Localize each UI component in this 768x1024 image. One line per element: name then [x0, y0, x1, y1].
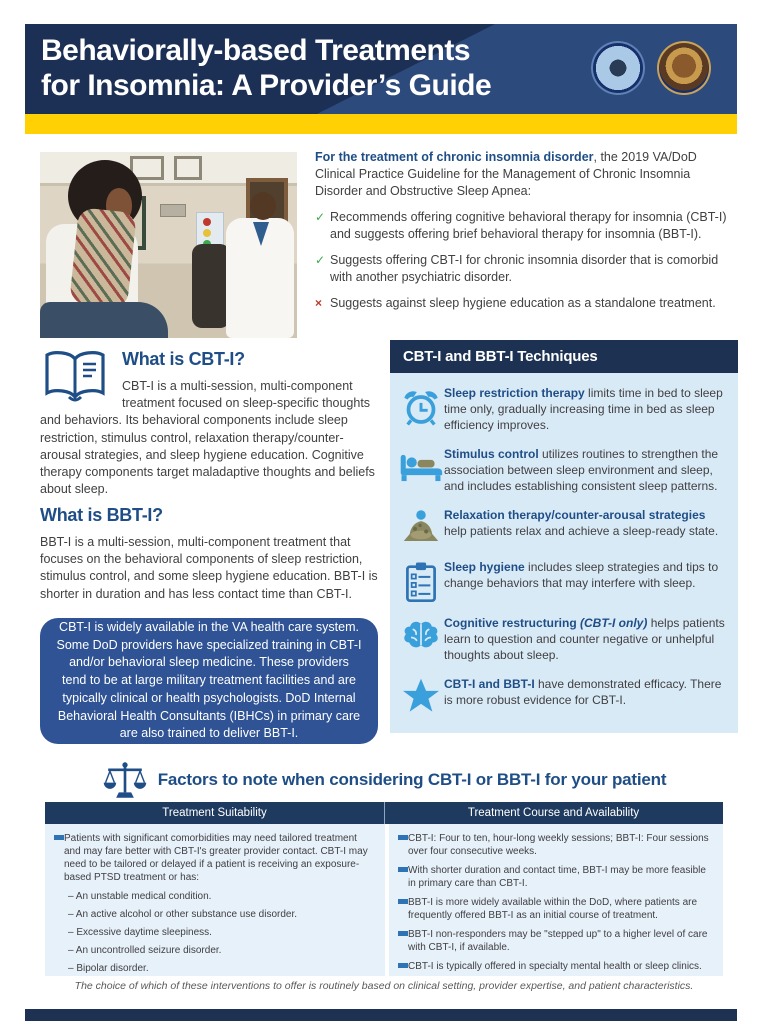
table-bullet [54, 832, 376, 884]
technique-text [444, 677, 728, 709]
bbt-section [40, 503, 378, 603]
square-bullet-icon [398, 835, 408, 840]
technique-item [398, 616, 728, 664]
square-bullet-icon [398, 899, 408, 904]
factors-heading: Factors to note when considering CBT-I or BBT-I for your patient [157, 770, 667, 789]
table-bullet [398, 832, 714, 858]
cbt-section [40, 347, 378, 499]
technique-item [398, 677, 728, 714]
intro-lead-rest: , the 2019 VA/DoD Clinical Practice Guideline for the Management of Chronic Insomnia Disorder and Obstructive Sleep Apnea: [315, 150, 697, 198]
availability-text: CBT-I is widely available in the VA health care system. Some DoD providers have specialized training in CBT-I and/or behavioral sleep medicine. These providers tend to be at large military treatment facilities and are typically clinical or health psychologists. DoD Internal Behavioral Health Consultants (IBHCs) in primary care are also trained to deliver BBT-I. [56, 619, 362, 741]
square-bullet-icon [398, 867, 408, 872]
square-bullet-icon [54, 835, 64, 840]
technique-body-text: utilizes routines to strengthen the association between sleep environment and sleep, and includes establishing consistent sleep patterns. [444, 446, 719, 493]
column-header-course: Treatment Course and Availability [467, 807, 640, 819]
technique-lead: CBT-I and BBT-I [444, 676, 535, 691]
table-bullet-text: BBT-I is more widely available within the DoD, where patients are frequently offered BBT-I as an initial course of treatment. [408, 897, 698, 921]
dod-seal-icon [591, 41, 645, 95]
technique-text [444, 616, 728, 664]
title-banner [25, 24, 737, 114]
photo-shape [160, 204, 186, 217]
availability-callout-box [40, 618, 378, 744]
course-cell [389, 824, 723, 976]
photo-shape [192, 244, 230, 328]
cross-icon: × [315, 296, 323, 310]
table-bullet-text: CBT-I is typically offered in specialty mental health or sleep clinics. [408, 961, 702, 972]
technique-body-text: help patients relax and achieve a sleep-ready state. [444, 523, 719, 538]
cbt-heading: What is CBT-I? [122, 349, 245, 369]
table-bullet [398, 928, 714, 954]
title-line-2: for Insomnia: A Provider’s Guide [41, 69, 492, 103]
bbt-body: BBT-I is a multi-session, multi-component treatment that focuses on the behavioral components of sleep restriction, stimulus control, and some sleep hygiene education. BBT-I is shorter in duration and has less contact time than CBT-I. [40, 534, 378, 601]
column-header-suitability: Treatment Suitability [45, 802, 385, 824]
photo-shape [40, 302, 168, 338]
technique-item [398, 560, 728, 603]
alarm-clock-icon [398, 386, 444, 427]
square-bullet-icon [398, 931, 408, 936]
table-bullet-text: BBT-I non-responders may be "stepped up" to a higher level of care with CBT-I, if available. [408, 929, 708, 953]
brain-icon [398, 616, 444, 653]
check-icon: ✓ [315, 210, 326, 224]
photo-shape [250, 192, 276, 220]
technique-lead: Sleep hygiene [444, 559, 525, 574]
scales-icon [102, 760, 148, 800]
table-subitem: – Excessive daytime sleepiness. [68, 926, 376, 939]
techniques-heading: CBT-I and BBT-I Techniques [390, 340, 738, 373]
photo-shape [203, 229, 211, 237]
technique-lead: Cognitive restructuring [444, 615, 577, 630]
technique-lead: Stimulus control [444, 446, 539, 461]
intro-bullet [315, 295, 739, 312]
suitability-cell [45, 824, 385, 976]
table-bullet [398, 864, 714, 890]
technique-item [398, 386, 728, 434]
table-body-row [45, 824, 723, 976]
square-bullet-icon [398, 963, 408, 968]
cbt-body: CBT-I is a multi-session, multi-component treatment focused on sleep-specific thoughts and behaviors. Its behavioral components include sleep restriction, stimulus control, relaxation therapy/counter-arousal strategies, and sleep hygiene education. Cognitive therapy components target maladaptive thoughts and beliefs about sleep. [40, 378, 375, 497]
clipboard-icon [398, 560, 444, 603]
technique-body-text: limits time in bed to sleep time only, gradually increasing time in bed as sleep efficiency improves. [444, 386, 723, 432]
provider-patient-photo [40, 152, 297, 338]
photo-shape [203, 218, 211, 226]
table-bullet-text: CBT-I: Four to ten, hour-long weekly sessions; BBT-I: Four sessions over four consecutive weeks. [408, 833, 709, 857]
table-header-row [45, 802, 723, 824]
intro-lead [315, 149, 739, 200]
intro-lead-bold: For the treatment of chronic insomnia disorder [315, 150, 594, 164]
techniques-panel [390, 340, 738, 733]
table-bullet [398, 896, 714, 922]
intro-bullet-text: Suggests offering CBT-I for chronic insomnia disorder that is comorbid with another psychiatric disorder. [330, 253, 719, 284]
technique-item [398, 447, 728, 495]
table-subitem: – Bipolar disorder. [68, 962, 376, 975]
technique-lead: Sleep restriction therapy [444, 386, 585, 400]
technique-body-text: helps patients learn to question and counter negative or unhelpful thoughts about sleep. [444, 615, 725, 662]
technique-text [444, 508, 728, 540]
check-icon: ✓ [315, 253, 326, 267]
star-icon [398, 677, 444, 714]
technique-text [444, 447, 728, 495]
technique-text [444, 386, 728, 434]
photo-shape [174, 156, 202, 180]
photo-shape [69, 207, 137, 309]
intro-bullet-text: Recommends offering cognitive behavioral therapy for insomnia (CBT-I) and suggests offering brief behavioral therapy for insomnia (BBT-I). [330, 210, 727, 241]
table-bullet-text: With shorter duration and contact time, BBT-I may be more feasible in primary care than CBT-I. [408, 865, 706, 889]
technique-lead-italic: (CBT-I only) [576, 615, 648, 630]
technique-text [444, 560, 728, 592]
footer-note: The choice of which of these interventions to offer is routinely based on clinical setting, provider expertise, and patient characteristics. [74, 980, 694, 992]
technique-body-text: includes sleep strategies and tips to change behaviors that may interfere with sleep. [444, 559, 719, 590]
va-seal-icon [657, 41, 711, 95]
factors-table [45, 802, 723, 976]
table-bullet-text: Patients with significant comorbidities may need tailored treatment and may fare better with CBT-I's greater provider contact. CBT-I may need to be tailored or delayed if a patient is receiving an exposure-based PTSD treatment or has: [64, 833, 368, 883]
gold-divider-bar [25, 114, 737, 134]
title-line-1: Behaviorally-based Treatments [41, 34, 471, 67]
intro-bullet-text: Suggests against sleep hygiene education as a standalone treatment. [330, 296, 716, 310]
page-title [41, 33, 491, 104]
bbt-heading: What is BBT-I? [40, 505, 163, 525]
intro-block [315, 149, 739, 312]
technique-lead: Relaxation therapy/counter-arousal strategies [444, 507, 706, 522]
factors-heading-row [0, 760, 768, 800]
technique-body-text: have demonstrated efficacy. There is more robust evidence for CBT-I. [444, 676, 722, 707]
person-in-bed-icon [398, 447, 444, 482]
intro-bullet [315, 209, 739, 243]
technique-item [398, 508, 728, 547]
intro-bullet [315, 252, 739, 286]
techniques-body [390, 373, 738, 733]
open-book-icon [42, 349, 108, 403]
bottom-navy-bar [25, 1009, 737, 1021]
table-bullet [398, 960, 714, 973]
meditating-person-icon [398, 508, 444, 547]
table-subitem: – An active alcohol or other substance use disorder. [68, 908, 376, 921]
table-subitem: – An unstable medical condition. [68, 890, 376, 903]
table-subitem: – An uncontrolled seizure disorder. [68, 944, 376, 957]
